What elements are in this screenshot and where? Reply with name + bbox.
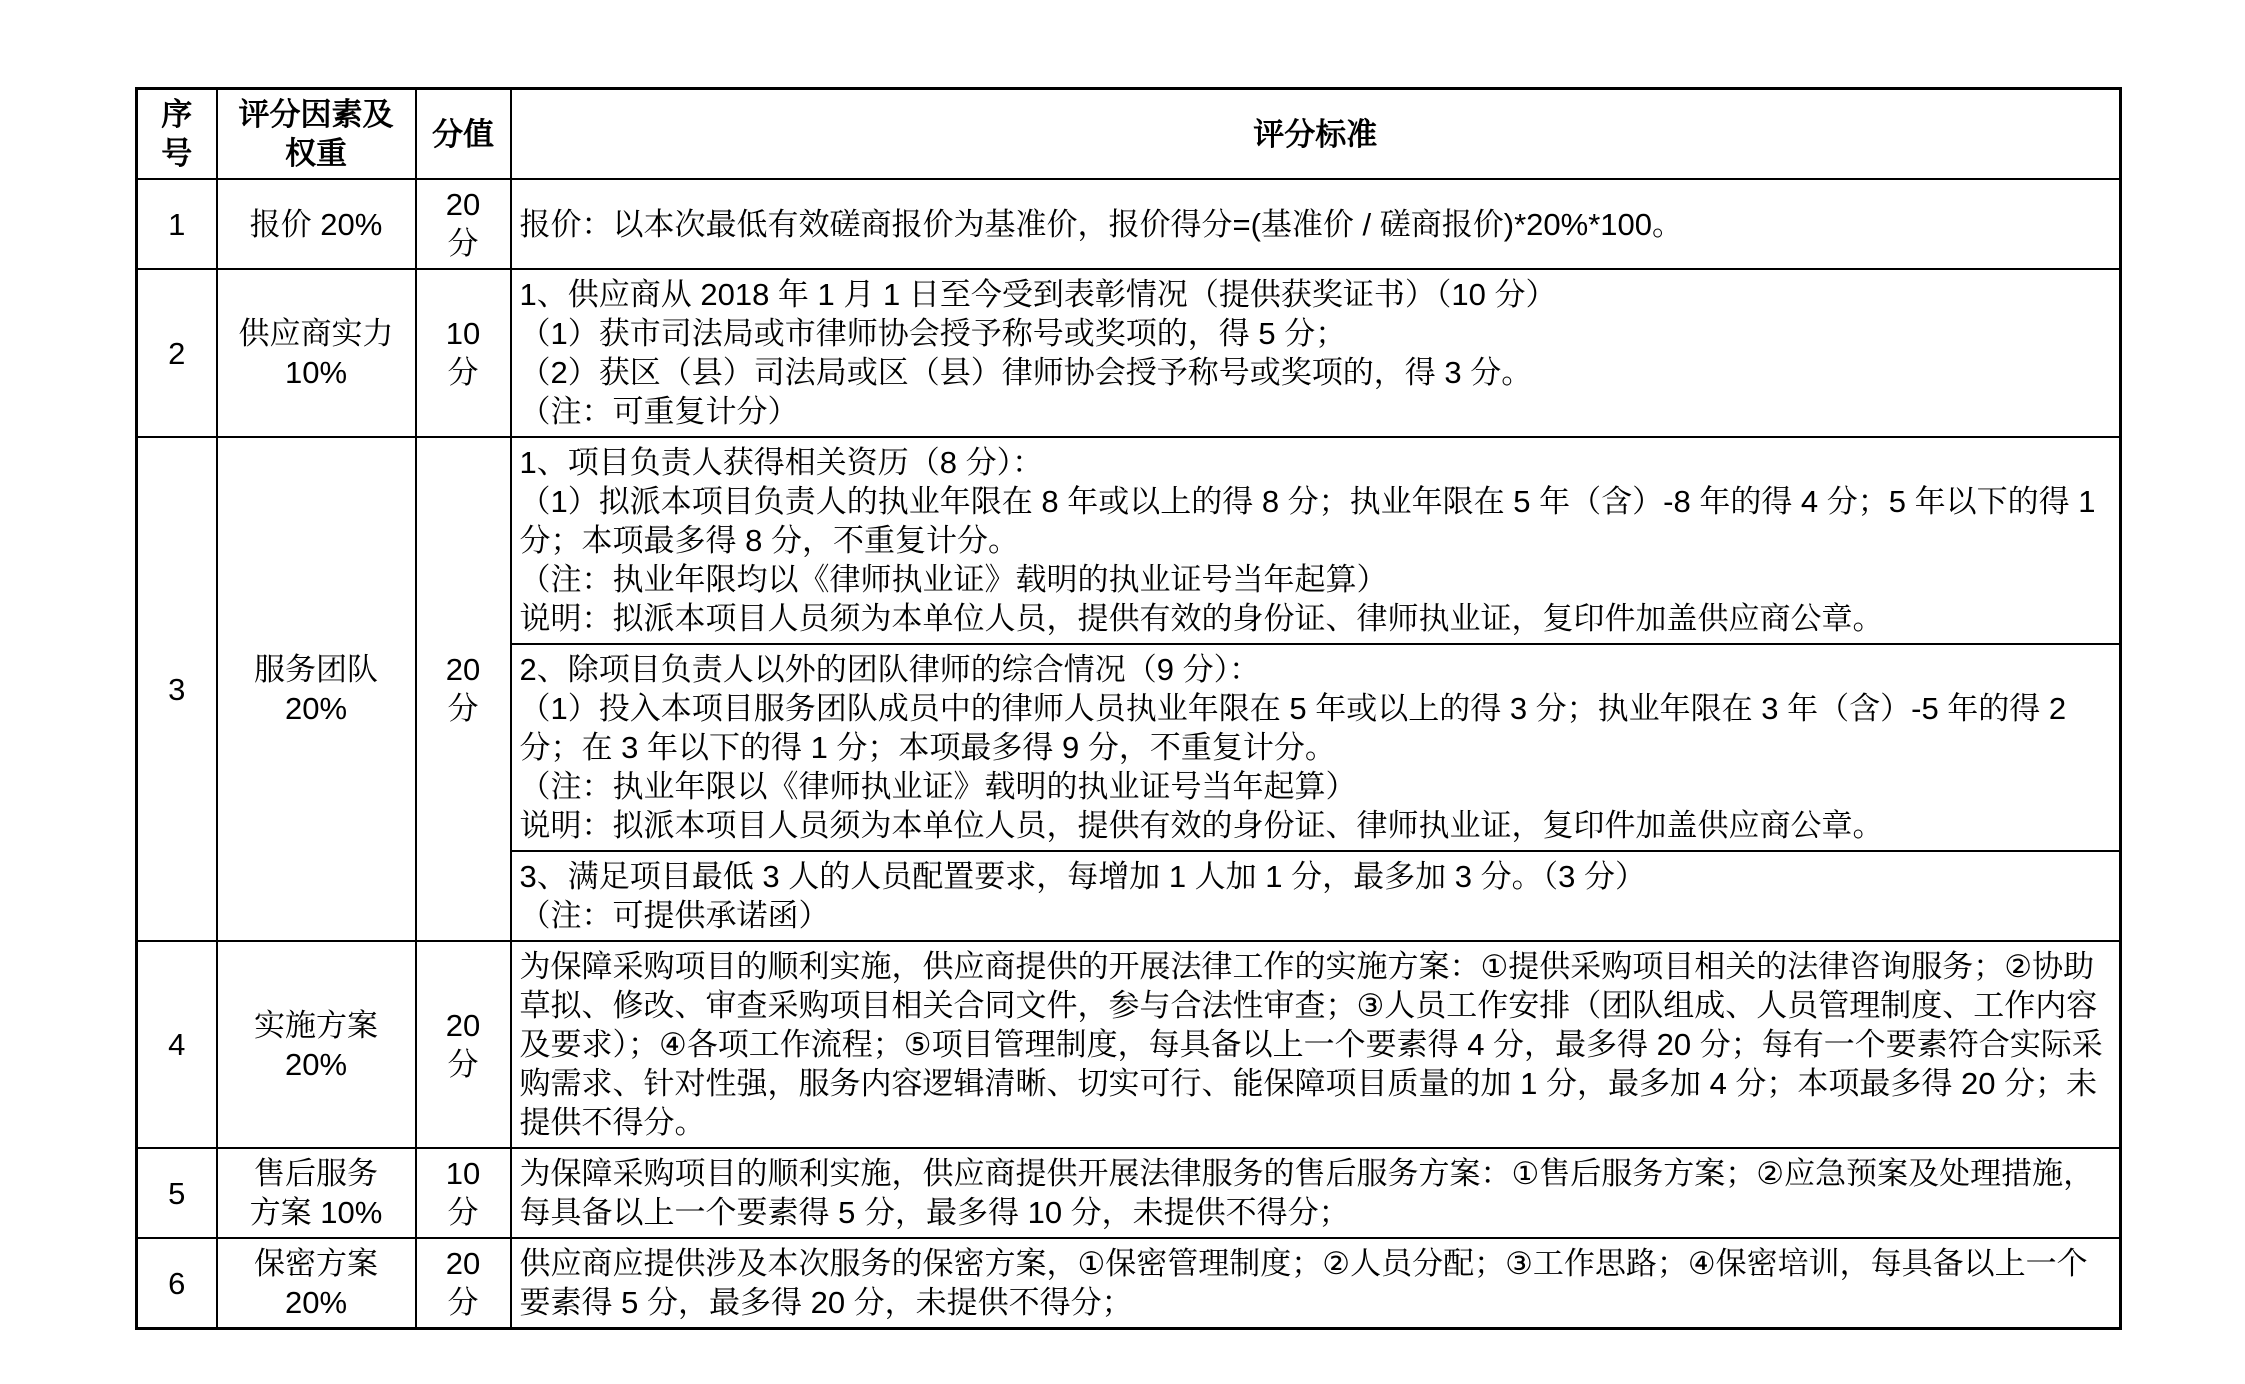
factor-line: 保密方案 [254, 1246, 378, 1281]
criteria-paragraph: 2、除项目负责人以外的团队律师的综合情况（9 分）： [519, 652, 1261, 687]
criteria-paragraph: （1）拟派本项目负责人的执业年限在 8 年或以上的得 8 分；执业年限在 5 年（含）-8 年的得 4 分；5 年以下的得 1 分；本项最多得 8 分，不重复计分。 [519, 484, 2096, 558]
score-unit: 分 [447, 1046, 479, 1082]
criteria-paragraph: 说明：拟派本项目人员须为本单位人员，提供有效的身份证、律师执业证，复印件加盖供应商公章。 [519, 808, 1884, 843]
score-cell [416, 179, 511, 269]
factor-cell [217, 941, 416, 1148]
table-body [137, 179, 2121, 1329]
serial-cell: 3 [137, 437, 217, 941]
header-factor-line1: 评分因素及 [238, 97, 394, 132]
criteria-cell [511, 1148, 2121, 1238]
criteria-cell-group-3 [511, 851, 2121, 941]
score-cell [416, 437, 511, 941]
criteria-paragraph: （注：可提供承诺函） [519, 898, 830, 933]
scoring-table [135, 87, 2122, 1330]
serial-cell: 4 [137, 941, 217, 1148]
factor-line: 20% [284, 691, 348, 726]
score-unit: 分 [447, 1285, 479, 1320]
serial-cell: 2 [137, 269, 217, 437]
header-cell-criteria [511, 89, 2121, 180]
factor-cell [217, 437, 416, 941]
score-cell [416, 941, 511, 1148]
factor-line: 实施方案 [254, 1007, 378, 1043]
table-row-4 [137, 941, 2121, 1148]
table-row-1 [137, 179, 2121, 269]
score-unit: 分 [447, 226, 479, 261]
criteria-paragraph: 1、项目负责人获得相关资历（8 分）： [519, 445, 1044, 480]
criteria-paragraph: 供应商应提供涉及本次服务的保密方案，①保密管理制度；②人员分配；③工作思路；④保密培训，每具备以上一个要素得 5 分，最多得 20 分，未提供不得分； [519, 1246, 2088, 1320]
table-row-2 [137, 269, 2121, 437]
header-row [137, 89, 2121, 180]
table-row-6 [137, 1238, 2121, 1329]
serial-cell: 6 [137, 1238, 217, 1329]
score-value: 20 [445, 1246, 481, 1281]
factor-cell [217, 1238, 416, 1329]
criteria-paragraph: （注：执业年限以《律师执业证》载明的执业证号当年起算） [519, 769, 1357, 804]
score-value: 20 [445, 1007, 481, 1043]
factor-line: 服务团队 [254, 652, 378, 687]
header-factor-line2: 权重 [285, 136, 347, 171]
score-value: 10 [445, 316, 481, 351]
serial-cell: 5 [137, 1148, 217, 1238]
table-row-5 [137, 1148, 2121, 1238]
factor-line: 售后服务 [254, 1156, 378, 1191]
criteria-paragraph: （2）获区（县）司法局或区（县）律师协会授予称号或奖项的，得 3 分。 [519, 355, 1533, 390]
criteria-cell [511, 941, 2121, 1148]
criteria-paragraph: （1）获市司法局或市律师协会授予称号或奖项的，得 5 分； [519, 316, 1347, 351]
criteria-paragraph: 为保障采购项目的顺利实施，供应商提供的开展法律工作的实施方案：①提供采购项目相关的法律咨询服务；②协助草拟、修改、审查采购项目相关合同文件，参与合法性审查；③人员工作安排（团队组成、人员管理制度、工作内容及要求）；④各项工作流程；⑤项目管理制度，每具备以上一个要素得 4 分，最多得 20 分；每有一个要素符合实际采购需求、针对性强，服务内容逻辑清晰、切实可行、能保障项目质量的加 1 分，最多加 4 分；本项最多得 20 分；未提供不得分。 [519, 949, 2103, 1140]
header-serial-line2: 号 [161, 136, 193, 171]
score-value: 20 [445, 187, 481, 222]
criteria-cell [511, 179, 2121, 269]
score-cell [416, 1238, 511, 1329]
scoring-table-container [135, 87, 2122, 1330]
factor-line: 10% [284, 355, 348, 390]
header-serial-line1: 序 [161, 97, 193, 132]
criteria-paragraph: （注：可重复计分） [519, 394, 799, 429]
header-cell-serial [137, 89, 217, 180]
factor-line: 报价 20% [249, 206, 383, 242]
score-value: 10 [445, 1156, 481, 1191]
criteria-cell-group-2 [511, 644, 2121, 851]
serial-cell: 1 [137, 179, 217, 269]
header-score-label: 分值 [432, 116, 494, 152]
criteria-paragraph: 报价：以本次最低有效磋商报价为基准价，报价得分=(基准价 / 磋商报价)*20%*100。 [519, 206, 1683, 242]
factor-line: 20% [284, 1046, 348, 1082]
criteria-paragraph: 为保障采购项目的顺利实施，供应商提供开展法律服务的售后服务方案：①售后服务方案；②应急预案及处理措施，每具备以上一个要素得 5 分，最多得 10 分，未提供不得分； [519, 1156, 2095, 1230]
table-row-3 [137, 437, 2121, 644]
score-unit: 分 [447, 691, 479, 726]
criteria-cell [511, 1238, 2121, 1329]
header-cell-factor [217, 89, 416, 180]
factor-line: 方案 10% [249, 1195, 383, 1230]
criteria-paragraph: 1、供应商从 2018 年 1 月 1 日至今受到表彰情况（提供获奖证书）（10 分） [519, 277, 1557, 312]
score-cell [416, 269, 511, 437]
score-unit: 分 [447, 355, 479, 390]
header-criteria-label: 评分标准 [1253, 116, 1378, 152]
factor-line: 20% [284, 1285, 348, 1320]
score-unit: 分 [447, 1195, 479, 1230]
factor-line: 供应商实力 [238, 316, 394, 351]
factor-cell [217, 179, 416, 269]
score-value: 20 [445, 652, 481, 687]
criteria-cell [511, 269, 2121, 437]
factor-cell [217, 1148, 416, 1238]
criteria-cell-group-1 [511, 437, 2121, 644]
header-cell-score [416, 89, 511, 180]
criteria-paragraph: （注：执业年限均以《律师执业证》载明的执业证号当年起算） [519, 562, 1388, 597]
criteria-paragraph: （1）投入本项目服务团队成员中的律师人员执业年限在 5 年或以上的得 3 分；执业年限在 3 年（含）-5 年的得 2 分；在 3 年以下的得 1 分；本项最多得 9 分，不重复计分。 [519, 691, 2067, 765]
table-header [137, 89, 2121, 180]
criteria-paragraph: 3、满足项目最低 3 人的人员配置要求，每增加 1 人加 1 分，最多加 3 分。（3 分） [519, 859, 1646, 894]
factor-cell [217, 269, 416, 437]
score-cell [416, 1148, 511, 1238]
criteria-paragraph: 说明：拟派本项目人员须为本单位人员，提供有效的身份证、律师执业证，复印件加盖供应商公章。 [519, 601, 1884, 636]
